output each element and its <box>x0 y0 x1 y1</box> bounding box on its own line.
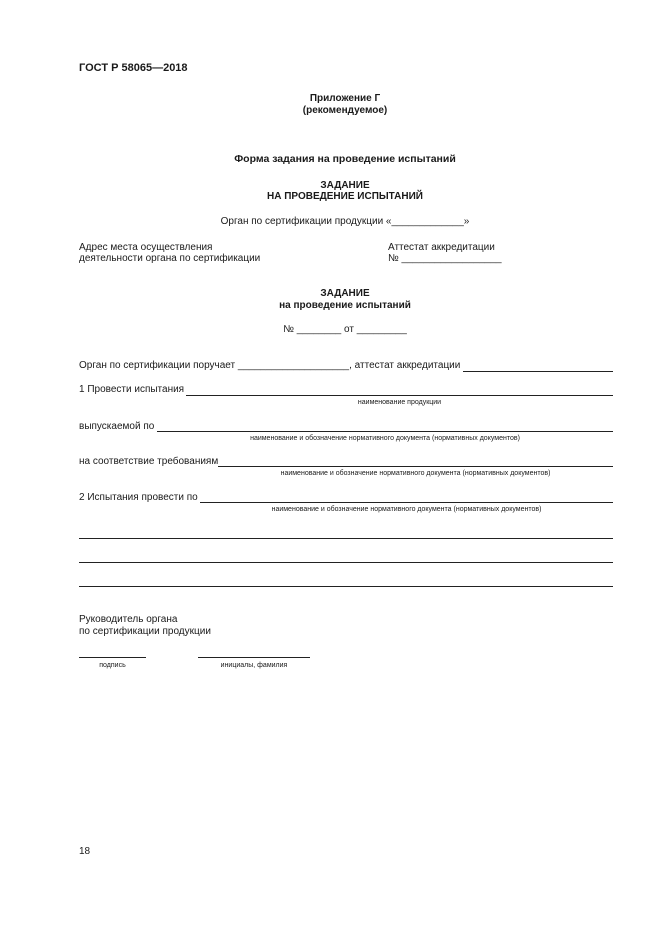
row2-label: 1 Провести испытания <box>79 384 185 395</box>
name-caption: инициалы, фамилия <box>220 662 288 669</box>
accreditation-line2: № __________________ <box>388 253 502 264</box>
sign-blank <box>79 657 146 658</box>
test-document-blank <box>200 502 613 503</box>
blank-line-2 <box>79 562 613 563</box>
row2-caption: наименование продукции <box>357 399 442 406</box>
row4-caption: наименование и обозначение нормативного документа (нормативных документов) <box>280 470 551 477</box>
heading1-line2: НА ПРОВЕДЕНИЕ ИСПЫТАНИЙ <box>267 191 423 202</box>
heading2-line1: ЗАДАНИЕ <box>320 288 370 299</box>
assignment-row: Орган по сертификации поручает ____________________, аттестат аккредитации <box>79 360 461 371</box>
row5-caption: наименование и обозначение нормативного документа (нормативных документов) <box>271 506 542 513</box>
form-title: Форма задания на проведение испытаний <box>234 153 456 165</box>
blank-line-1 <box>79 538 613 539</box>
name-blank <box>198 657 310 658</box>
blank-line-3 <box>79 586 613 587</box>
signature-line2: по сертификации продукции <box>79 626 211 637</box>
appendix-status: (рекомендуемое) <box>302 105 388 116</box>
page-number: 18 <box>79 846 91 857</box>
product-blank <box>186 395 613 396</box>
appendix-title: Приложение Г <box>309 93 381 104</box>
row4-label: на соответствие требованиям <box>79 456 219 467</box>
standard-code: ГОСТ Р 58065—2018 <box>79 62 188 74</box>
heading2-line2: на проведение испытаний <box>279 300 411 311</box>
signature-line1: Руководитель органа <box>79 614 178 625</box>
row5-label: 2 Испытания провести по <box>79 492 198 503</box>
accreditation-blank <box>463 371 613 372</box>
address-line1: Адрес места осуществления <box>79 242 213 253</box>
address-line2: деятельности органа по сертификации <box>79 253 261 264</box>
heading1-line1: ЗАДАНИЕ <box>320 180 370 191</box>
number-line: № ________ от _________ <box>283 324 407 335</box>
row3-caption: наименование и обозначение нормативного документа (нормативных документов) <box>250 435 520 442</box>
row3-label: выпускаемой по <box>79 421 155 432</box>
accreditation-line1: Аттестат аккредитации <box>388 242 495 253</box>
requirements-blank <box>218 466 613 467</box>
produced-by-blank <box>157 431 613 432</box>
org-line: Орган по сертификации продукции «_____________» <box>220 216 470 227</box>
sign-caption: подпись <box>99 662 126 669</box>
